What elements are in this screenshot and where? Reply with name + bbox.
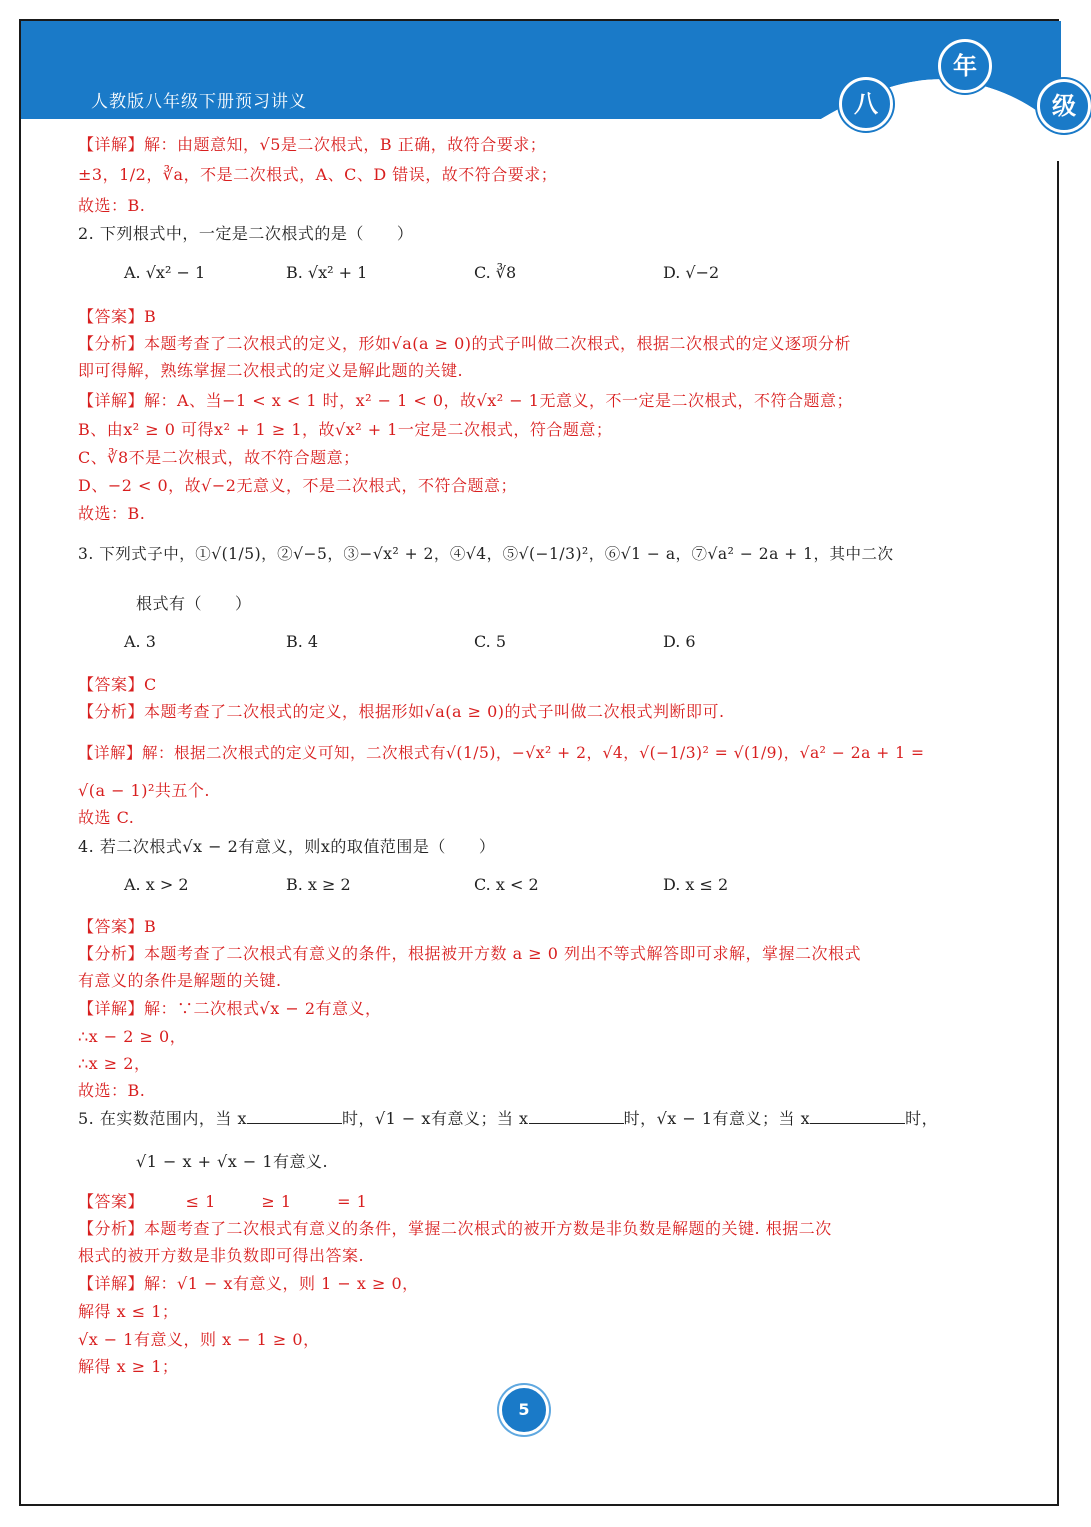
q3-answer: 【答案】C	[78, 675, 157, 694]
q3-detail-line-1: 【详解】解：根据二次根式的定义可知，二次根式有√(1/5)，−√x² + 2，√4，√(−1/3)² = √(1/9)，√a² − 2a + 1 =	[78, 744, 925, 762]
q5-blank-1[interactable]	[247, 1109, 342, 1124]
q2-analysis-line-2: 即可得解，熟练掌握二次根式的定义是解此题的关键.	[78, 361, 464, 380]
q2-answer: 【答案】B	[78, 307, 157, 326]
q2-detail-line-3: C、∛8不是二次根式，故不符合题意；	[78, 448, 360, 467]
q4-stem: 4. 若二次根式√x − 2有意义，则x的取值范围是（ ）	[78, 837, 496, 856]
q3-option-c: C. 5	[474, 632, 507, 651]
q2-option-b: B. √x² + 1	[286, 263, 368, 282]
q1-detail-line-2: ±3，1/2，∛a，不是二次根式，A、C、D 错误，故不符合要求；	[78, 165, 558, 184]
q2-choice: 故选：B.	[78, 504, 146, 523]
q3-option-d: D. 6	[663, 632, 696, 651]
q4-option-b: B. x ≥ 2	[286, 875, 351, 894]
q4-option-c: C. x < 2	[474, 875, 539, 894]
q5-analysis-line-2: 根式的被开方数是非负数即可得出答案.	[78, 1246, 365, 1265]
q2-option-c: C. ∛8	[474, 263, 517, 282]
q5-detail-line-4: 解得 x ≥ 1；	[78, 1357, 179, 1376]
q2-detail-line-4: D、−2 < 0，故√−2无意义，不是二次根式，不符合题意；	[78, 476, 517, 495]
q5-detail-line-2: 解得 x ≤ 1；	[78, 1302, 179, 1321]
q5-stem-line-2: √1 − x + √x − 1有意义.	[136, 1152, 329, 1171]
q3-detail-line-2: √(a − 1)²共五个.	[78, 781, 210, 800]
q5-detail-line-1: 【详解】解：√1 − x有意义，则 1 − x ≥ 0，	[78, 1274, 419, 1293]
q4-answer: 【答案】B	[78, 917, 157, 936]
q2-stem: 2. 下列根式中，一定是二次根式的是（ ）	[78, 224, 414, 243]
q4-option-d: D. x ≤ 2	[663, 875, 729, 894]
q4-analysis-line-2: 有意义的条件是解题的关键.	[78, 971, 282, 990]
q2-option-d: D. √−2	[663, 263, 720, 282]
q4-analysis-line-1: 【分析】本题考查了二次根式有意义的条件，根据被开方数 a ≥ 0 列出不等式解答即可求解，掌握二次根式	[78, 944, 861, 963]
q4-choice: 故选：B.	[78, 1081, 146, 1100]
q1-choice: 故选：B.	[78, 196, 146, 215]
q3-choice: 故选 C.	[78, 808, 135, 827]
q5-analysis-line-1: 【分析】本题考查了二次根式有意义的条件，掌握二次根式的被开方数是非负数是解题的关键. 根据二次	[78, 1219, 832, 1238]
grade-badge-nian: 年	[938, 39, 992, 93]
grade-badge-ji: 级	[1037, 79, 1091, 133]
q3-stem-line-1: 3. 下列式子中，①√(1/5)，②√−5，③−√x² + 2，④√4，⑤√(−1/3)²，⑥√1 − a，⑦√a² − 2a + 1，其中二次	[78, 545, 894, 563]
q1-detail-line-1: 【详解】解：由题意知，√5是二次根式，B 正确，故符合要求；	[78, 135, 547, 154]
header-title: 人教版八年级下册预习讲义	[91, 92, 307, 112]
q3-option-b: B. 4	[286, 632, 319, 651]
q2-analysis-line-1: 【分析】本题考查了二次根式的定义，形如√a(a ≥ 0)的式子叫做二次根式，根据二次根式的定义逐项分析	[78, 334, 852, 353]
q5-answer: 【答案】 ≤ 1 ≥ 1 = 1	[78, 1192, 368, 1211]
q5-detail-line-3: √x − 1有意义，则 x − 1 ≥ 0，	[78, 1330, 320, 1349]
q5-blank-2[interactable]	[529, 1109, 624, 1124]
q3-analysis-line-1: 【分析】本题考查了二次根式的定义，根据形如√a(a ≥ 0)的式子叫做二次根式判断即可.	[78, 702, 725, 721]
q4-detail-line-3: ∴x ≥ 2，	[78, 1054, 151, 1073]
page-number: 5	[499, 1385, 549, 1435]
q5-blank-3[interactable]	[810, 1109, 905, 1124]
q4-detail-line-2: ∴x − 2 ≥ 0，	[78, 1027, 187, 1046]
q2-option-a: A. √x² − 1	[124, 263, 206, 282]
q3-stem-line-2: 根式有（ ）	[136, 594, 252, 613]
q3-option-a: A. 3	[124, 632, 156, 651]
grade-badge-ba: 八	[839, 77, 893, 131]
q2-detail-line-1: 【详解】解：A、当−1 < x < 1 时，x² − 1 < 0，故√x² − 1无意义，不一定是二次根式，不符合题意；	[78, 391, 853, 410]
q2-detail-line-2: B、由x² ≥ 0 可得x² + 1 ≥ 1，故√x² + 1一定是二次根式，符合题意；	[78, 420, 613, 439]
q4-detail-line-1: 【详解】解：∵二次根式√x − 2有意义，	[78, 999, 382, 1018]
q5-stem-line-1: 5. 在实数范围内，当 x 时，√1 − x有意义；当 x 时，√x − 1有意义；当 x 时，	[78, 1109, 939, 1128]
q4-option-a: A. x > 2	[124, 875, 189, 894]
